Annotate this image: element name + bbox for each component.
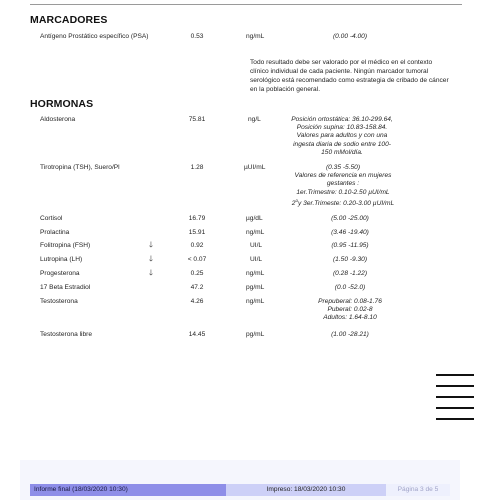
result-reference: (1.00 -28.21) [331,331,369,338]
result-value: 0.53 [190,33,204,40]
result-unit: µg/dL [246,215,263,222]
reference-line: Puberal: 0.02-8 [327,306,373,314]
result-name: 17 Beta Estradiol [40,284,91,291]
footer-report-status: Informe final (18/03/2020 10:30) [30,484,226,496]
result-value: 16.79 [188,215,206,222]
reference-line: Prepuberal: 0.08-1.76 [318,298,382,305]
reference-superscript: o [295,197,299,203]
reference-prefix: 2 [291,199,296,207]
result-name: Folitropina (FSH) [40,242,91,249]
result-unit: UI/L [250,242,263,249]
result-unit: ng/L [248,116,261,123]
reference-line: Valores de referencia en mujeres gestantes : [294,172,392,188]
result-reference [284,164,402,208]
clinical-note: Todo resultado debe ser valorado por el médico en el contexto clínico individual de cada paciente. Ningún marcador tumoral serológico está recomendado como estrategia de cribado de cáncer en la población general. [250,59,449,93]
result-value: 14.45 [188,331,206,338]
result-unit: ng/mL [246,270,265,277]
result-value: 4.26 [190,298,204,305]
reference-rest: y 3er.Trimeste: 0.20-3.00 µUI/mL [298,199,395,207]
result-reference: (0.0 -52.0) [334,284,366,291]
result-reference: (0.95 -11.95) [331,242,369,249]
result-reference: (1.50 -9.30) [332,256,368,263]
footer-print-date: Impreso: 18/03/2020 10:30 [226,484,386,496]
reference-line: 1er.Trimestre: 0.10-2.50 µUI/mL [296,188,390,196]
result-reference: Posición ortostática: 36.10-299.64, Posición supina: 10.83-158.84. Valores para adultos y con una ingesta diaria de sodio entre 100-150 mMol/día. [291,116,393,156]
section-title-marcadores: MARCADORES [30,14,108,26]
result-unit: ng/mL [246,33,265,40]
arrow-down-icon: 🡓 [148,268,154,277]
top-divider [30,4,462,5]
footer-page-number: Página 3 de 5 [386,484,450,496]
result-reference: (0.00 -4.00) [332,33,368,40]
result-reference: (5.00 -25.00) [331,215,369,222]
hamburger-menu-icon[interactable] [436,374,474,429]
result-value: 1.28 [190,164,204,171]
result-name: Prolactina [40,229,70,236]
result-value: 15.91 [188,229,206,236]
result-name: Testosterona libre [40,331,93,338]
result-unit: pg/mL [246,331,265,338]
result-unit: UI/L [250,256,263,263]
result-unit: ng/mL [246,229,265,236]
page-footer [30,484,450,496]
result-name: Aldosterona [40,116,76,123]
result-unit: ng/mL [246,298,265,305]
result-reference: (0.28 -1.22) [332,270,368,277]
result-value: 0.25 [190,270,204,277]
result-value: 75.81 [188,116,206,123]
result-reference [300,298,400,323]
reference-line: Adultos: 1.64-8.10 [323,314,377,322]
result-unit: pg/mL [246,284,265,291]
result-value: < 0.07 [187,256,207,263]
result-name: Cortisol [40,215,63,222]
result-reference: (3.46 -19.40) [331,229,369,236]
result-unit: µUI/mL [244,164,266,171]
result-name: Antígeno Prostático específico (PSA) [40,33,149,40]
section-title-hormonas: HORMONAS [30,98,94,110]
reference-line: (0.35 -5.50) [325,164,361,171]
result-name: Testosterona [40,298,78,305]
result-name: Lutropina (LH) [40,256,83,263]
arrow-down-icon: 🡓 [148,240,154,249]
result-value: 47.2 [190,284,204,291]
result-value: 0.92 [190,242,204,249]
arrow-down-icon: 🡓 [148,254,154,263]
result-name: Tirotropina (TSH), Suero/Pl [40,164,120,171]
reference-line [284,197,402,208]
result-name: Progesterona [40,270,80,277]
